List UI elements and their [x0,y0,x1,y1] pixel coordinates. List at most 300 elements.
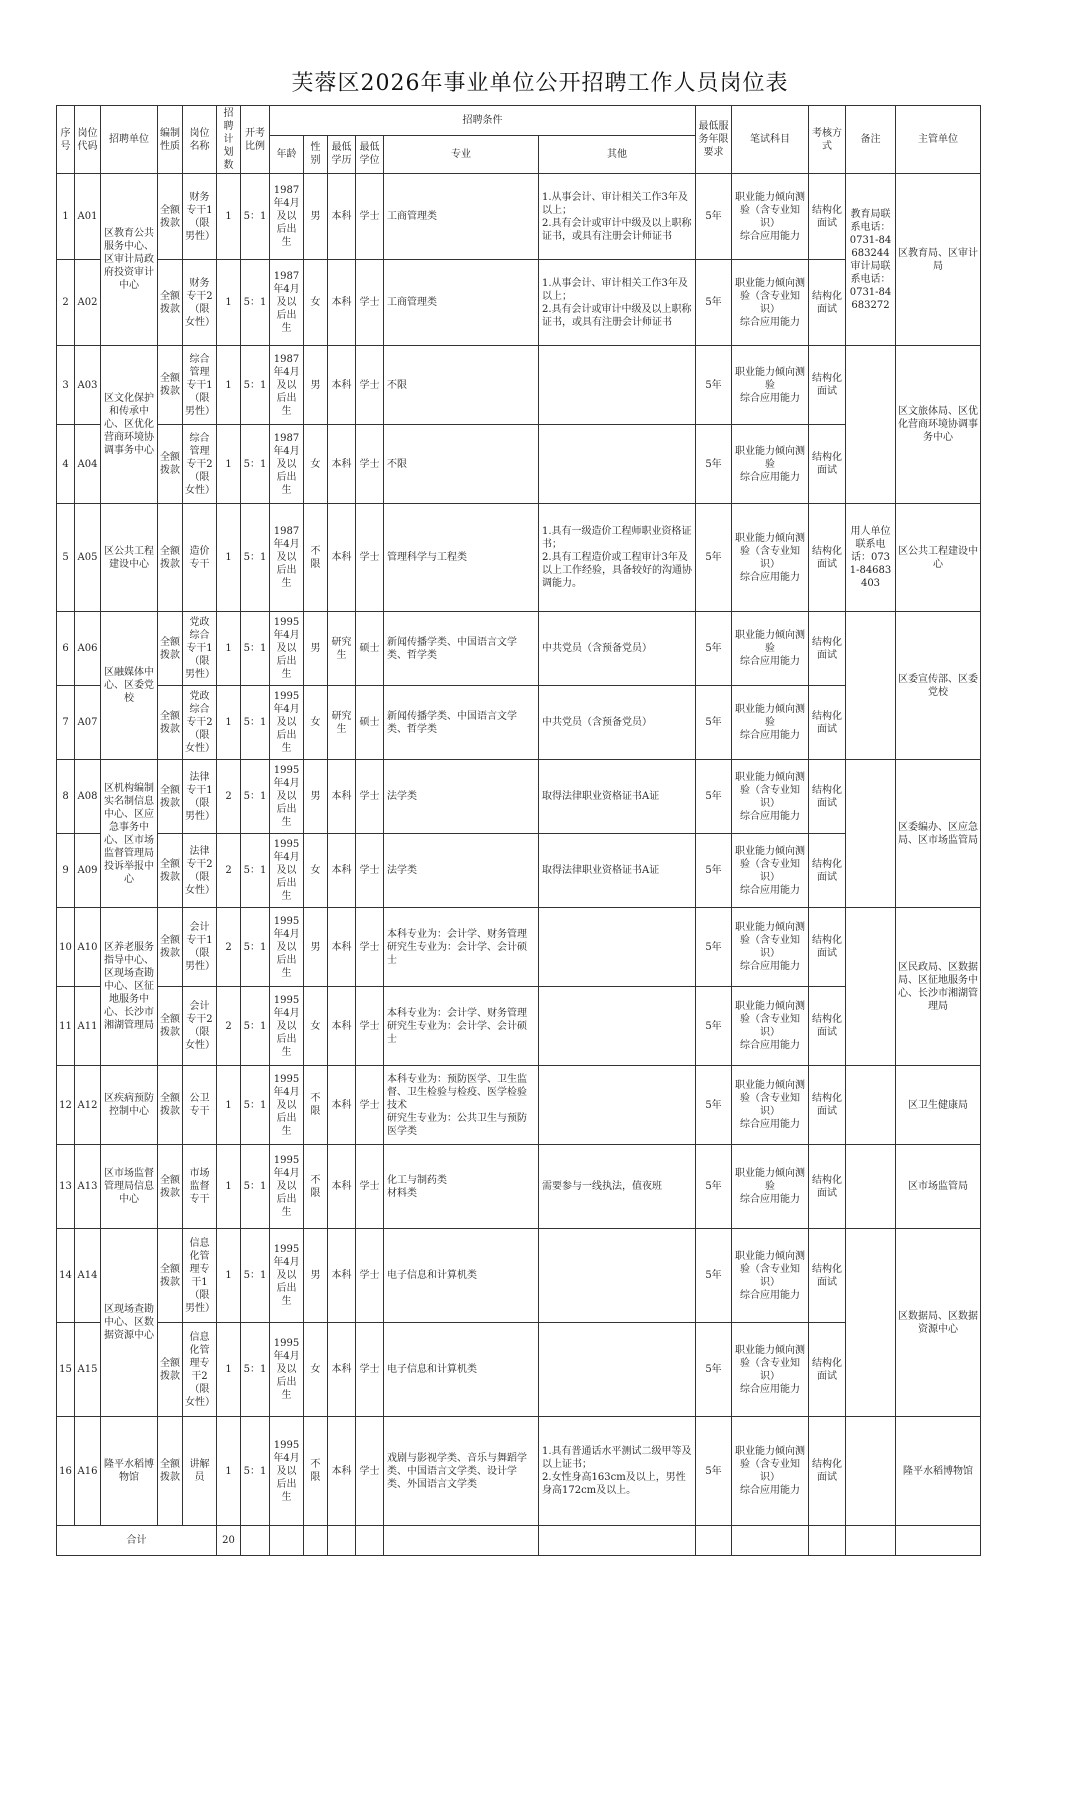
cell-service: 5年 [696,1229,732,1323]
cell-nature: 全额拨款 [158,987,183,1066]
cell-seq: 6 [57,612,75,686]
cell-plan: 1 [217,260,241,346]
cell-other: 取得法律职业资格证书A证 [539,834,696,908]
cell-seq: 14 [57,1229,75,1323]
cell-seq: 1 [57,174,75,260]
cell-exam: 职业能力倾向测验（含专业知识） 综合应用能力 [732,987,809,1066]
cell-edu: 本科 [328,834,356,908]
cell-plan: 1 [217,1323,241,1417]
cell-note [846,908,896,1066]
cell-gender: 女 [304,425,328,504]
cell-plan: 2 [217,908,241,987]
cell-note [846,1145,896,1229]
cell-plan: 1 [217,346,241,425]
cell-code: A05 [75,504,101,612]
cell-major: 不限 [384,346,539,425]
cell-gender: 不限 [304,1417,328,1526]
cell-major: 法学类 [384,760,539,834]
cell-service: 5年 [696,987,732,1066]
cell-edu: 研究生 [328,686,356,760]
cell-gender: 不限 [304,1145,328,1229]
cell-method: 结构化面试 [809,908,846,987]
cell-nature: 全额拨款 [158,346,183,425]
cell-unit: 区现场查勘中心、区数据资源中心 [101,1229,158,1417]
cell-seq: 16 [57,1417,75,1526]
cell-service: 5年 [696,504,732,612]
header-unit: 招聘单位 [101,106,158,174]
cell-seq: 11 [57,987,75,1066]
empty-cell [270,1526,304,1556]
cell-unit: 区机构编制实名制信息中心、区应急事务中心、区市场监督管理局投诉举报中心 [101,760,158,908]
table-row [57,425,981,504]
cell-note [846,1417,896,1526]
cell-edu: 本科 [328,1145,356,1229]
empty-cell [696,1526,732,1556]
cell-other: 中共党员（含预备党员） [539,612,696,686]
cell-service: 5年 [696,1323,732,1417]
cell-ratio: 5：1 [241,174,270,260]
cell-unit: 隆平水稻博物馆 [101,1417,158,1526]
header-degree: 最低学位 [356,135,384,173]
cell-gender: 男 [304,1229,328,1323]
cell-degree: 学士 [356,987,384,1066]
header-method: 考核方式 [809,106,846,174]
cell-service: 5年 [696,1417,732,1526]
cell-plan: 1 [217,425,241,504]
empty-cell [896,1526,981,1556]
cell-age: 1995年4月及以后出生 [270,1417,304,1526]
cell-code: A09 [75,834,101,908]
cell-gender: 女 [304,987,328,1066]
cell-other [539,346,696,425]
cell-edu: 本科 [328,987,356,1066]
cell-unit: 区融媒体中心、区委党校 [101,612,158,760]
cell-post: 财务专干2（限女性） [183,260,217,346]
cell-age: 1987年4月及以后出生 [270,425,304,504]
cell-gender: 不限 [304,504,328,612]
cell-plan: 2 [217,834,241,908]
header-conditions: 招聘条件 [270,106,696,136]
cell-other: 1.具有普通话水平测试二级甲等及以上证书； 2.女性身高163cm及以上，男性身高172cm及以上。 [539,1417,696,1526]
header-plan: 招聘计划数 [217,106,241,174]
cell-edu: 本科 [328,346,356,425]
cell-method: 结构化面试 [809,834,846,908]
cell-nature: 全额拨款 [158,1229,183,1323]
cell-post: 党政综合专干2（限女性） [183,686,217,760]
table-row [57,612,981,686]
cell-service: 5年 [696,908,732,987]
cell-plan: 1 [217,686,241,760]
cell-degree: 学士 [356,1229,384,1323]
cell-note: 用人单位联系电话：0731-84683403 [846,504,896,612]
cell-dept: 区民政局、区数据局、区征地服务中心、长沙市湘湖管理局 [896,908,981,1066]
cell-edu: 本科 [328,1417,356,1526]
cell-code: A13 [75,1145,101,1229]
cell-code: A07 [75,686,101,760]
cell-code: A06 [75,612,101,686]
cell-ratio: 5：1 [241,1323,270,1417]
cell-major: 戏剧与影视学类、音乐与舞蹈学类、中国语言文学类、设计学类、外国语言文学类 [384,1417,539,1526]
cell-code: A14 [75,1229,101,1323]
cell-method: 结构化面试 [809,1323,846,1417]
cell-nature: 全额拨款 [158,908,183,987]
cell-seq: 5 [57,504,75,612]
cell-note: 教育局联系电话：0731-84683244 审计局联系电话：0731-84683272 [846,174,896,346]
table-row [57,346,981,425]
cell-code: A01 [75,174,101,260]
cell-method: 结构化面试 [809,686,846,760]
cell-age: 1987年4月及以后出生 [270,260,304,346]
header-post: 岗位名称 [183,106,217,174]
cell-edu: 本科 [328,908,356,987]
table-row [57,834,981,908]
cell-ratio: 5：1 [241,834,270,908]
cell-method: 结构化面试 [809,760,846,834]
cell-post: 公卫专干 [183,1066,217,1145]
cell-major: 工商管理类 [384,260,539,346]
cell-gender: 女 [304,686,328,760]
cell-other [539,1229,696,1323]
cell-unit: 区教育公共服务中心、区审计局政府投资审计中心 [101,174,158,346]
cell-degree: 学士 [356,1145,384,1229]
table-row [57,504,981,612]
cell-post: 财务专干1（限男性） [183,174,217,260]
cell-age: 1995年4月及以后出生 [270,908,304,987]
cell-unit: 区公共工程建设中心 [101,504,158,612]
empty-cell [384,1526,539,1556]
cell-major: 电子信息和计算机类 [384,1229,539,1323]
cell-exam: 职业能力倾向测验 综合应用能力 [732,425,809,504]
cell-age: 1995年4月及以后出生 [270,834,304,908]
cell-exam: 职业能力倾向测验 综合应用能力 [732,686,809,760]
cell-other: 中共党员（含预备党员） [539,686,696,760]
header-note: 备注 [846,106,896,174]
cell-age: 1995年4月及以后出生 [270,1323,304,1417]
cell-degree: 学士 [356,346,384,425]
cell-exam: 职业能力倾向测验 综合应用能力 [732,612,809,686]
cell-post: 造价专干 [183,504,217,612]
cell-edu: 本科 [328,504,356,612]
cell-ratio: 5：1 [241,760,270,834]
cell-exam: 职业能力倾向测验（含专业知识） 综合应用能力 [732,834,809,908]
cell-age: 1987年4月及以后出生 [270,174,304,260]
cell-age: 1987年4月及以后出生 [270,346,304,425]
cell-method: 结构化面试 [809,987,846,1066]
cell-note [846,346,896,504]
cell-plan: 1 [217,1417,241,1526]
header-age: 年龄 [270,135,304,173]
cell-ratio: 5：1 [241,504,270,612]
cell-edu: 本科 [328,1323,356,1417]
table-row [57,1066,981,1145]
cell-dept: 区公共工程建设中心 [896,504,981,612]
cell-post: 信息化管理专干2（限女性） [183,1323,217,1417]
cell-plan: 2 [217,760,241,834]
cell-nature: 全额拨款 [158,504,183,612]
cell-dept: 区教育局、区审计局 [896,174,981,346]
cell-method: 结构化面试 [809,174,846,260]
cell-other: 1.从事会计、审计相关工作3年及以上； 2.具有会计或审计中级及以上职称证书，或具有注册会计师证书 [539,260,696,346]
cell-plan: 1 [217,1229,241,1323]
cell-age: 1995年4月及以后出生 [270,1229,304,1323]
cell-service: 5年 [696,1066,732,1145]
cell-age: 1995年4月及以后出生 [270,1145,304,1229]
cell-ratio: 5：1 [241,612,270,686]
cell-ratio: 5：1 [241,1066,270,1145]
cell-plan: 1 [217,504,241,612]
table-row [57,1229,981,1323]
empty-cell [732,1526,809,1556]
cell-major: 新闻传播学类、中国语言文学类、哲学类 [384,612,539,686]
cell-ratio: 5：1 [241,1417,270,1526]
cell-nature: 全额拨款 [158,425,183,504]
cell-gender: 男 [304,908,328,987]
cell-post: 法律专干1（限男性） [183,760,217,834]
cell-degree: 学士 [356,425,384,504]
cell-nature: 全额拨款 [158,760,183,834]
cell-gender: 女 [304,1323,328,1417]
empty-cell [539,1526,696,1556]
cell-code: A03 [75,346,101,425]
cell-method: 结构化面试 [809,612,846,686]
cell-major: 工商管理类 [384,174,539,260]
header-edu: 最低学历 [328,135,356,173]
recruitment-table [56,105,981,1556]
header-other: 其他 [539,135,696,173]
cell-age: 1987年4月及以后出生 [270,504,304,612]
cell-exam: 职业能力倾向测验（含专业知识） 综合应用能力 [732,760,809,834]
cell-degree: 学士 [356,1323,384,1417]
cell-dept: 区卫生健康局 [896,1066,981,1145]
cell-age: 1995年4月及以后出生 [270,612,304,686]
cell-plan: 1 [217,1145,241,1229]
cell-nature: 全额拨款 [158,174,183,260]
cell-seq: 4 [57,425,75,504]
cell-code: A16 [75,1417,101,1526]
cell-method: 结构化面试 [809,1145,846,1229]
cell-code: A04 [75,425,101,504]
cell-gender: 男 [304,174,328,260]
cell-service: 5年 [696,346,732,425]
cell-major: 新闻传播学类、中国语言文学类、哲学类 [384,686,539,760]
cell-gender: 女 [304,260,328,346]
table-row [57,1323,981,1417]
cell-seq: 10 [57,908,75,987]
cell-edu: 本科 [328,174,356,260]
cell-gender: 男 [304,346,328,425]
header-gender: 性别 [304,135,328,173]
page-title: 芙蓉区2026年事业单位公开招聘工作人员岗位表 [291,71,789,96]
cell-post: 讲解员 [183,1417,217,1526]
cell-post: 综合管理专干1（限男性） [183,346,217,425]
cell-degree: 学士 [356,908,384,987]
cell-exam: 职业能力倾向测验（含专业知识） 综合应用能力 [732,1323,809,1417]
cell-code: A10 [75,908,101,987]
cell-edu: 研究生 [328,612,356,686]
cell-code: A15 [75,1323,101,1417]
empty-cell [356,1526,384,1556]
cell-method: 结构化面试 [809,346,846,425]
cell-post: 会计专干1（限男性） [183,908,217,987]
empty-cell [241,1526,270,1556]
cell-other: 需要参与一线执法，值夜班 [539,1145,696,1229]
cell-dept: 区市场监管局 [896,1145,981,1229]
cell-dept: 区文旅体局、区优化营商环境协调事务中心 [896,346,981,504]
cell-code: A11 [75,987,101,1066]
cell-degree: 学士 [356,174,384,260]
cell-exam: 职业能力倾向测验（含专业知识） 综合应用能力 [732,260,809,346]
cell-degree: 学士 [356,504,384,612]
cell-edu: 本科 [328,1229,356,1323]
cell-plan: 1 [217,1066,241,1145]
cell-other [539,1066,696,1145]
cell-major: 化工与制药类 材料类 [384,1145,539,1229]
cell-degree: 学士 [356,1066,384,1145]
cell-edu: 本科 [328,260,356,346]
cell-note [846,1066,896,1145]
cell-nature: 全额拨款 [158,1323,183,1417]
cell-nature: 全额拨款 [158,1066,183,1145]
cell-post: 党政综合专干1（限男性） [183,612,217,686]
cell-dept: 区委编办、区应急局、区市场监管局 [896,760,981,908]
cell-exam: 职业能力倾向测验（含专业知识） 综合应用能力 [732,1066,809,1145]
cell-other: 1.从事会计、审计相关工作3年及以上； 2.具有会计或审计中级及以上职称证书，或具有注册会计师证书 [539,174,696,260]
cell-exam: 职业能力倾向测验 综合应用能力 [732,346,809,425]
cell-service: 5年 [696,1145,732,1229]
cell-degree: 硕士 [356,686,384,760]
cell-ratio: 5：1 [241,425,270,504]
cell-post: 法律专干2（限女性） [183,834,217,908]
cell-ratio: 5：1 [241,346,270,425]
cell-gender: 男 [304,612,328,686]
cell-plan: 2 [217,987,241,1066]
cell-other: 取得法律职业资格证书A证 [539,760,696,834]
table-row [57,760,981,834]
table-row [57,686,981,760]
cell-unit: 区疾病预防控制中心 [101,1066,158,1145]
cell-code: A08 [75,760,101,834]
cell-other [539,987,696,1066]
cell-nature: 全额拨款 [158,834,183,908]
cell-plan: 1 [217,174,241,260]
cell-exam: 职业能力倾向测验（含专业知识） 综合应用能力 [732,504,809,612]
cell-nature: 全额拨款 [158,260,183,346]
cell-service: 5年 [696,174,732,260]
cell-major: 电子信息和计算机类 [384,1323,539,1417]
cell-nature: 全额拨款 [158,686,183,760]
cell-seq: 15 [57,1323,75,1417]
cell-nature: 全额拨款 [158,1417,183,1526]
cell-degree: 硕士 [356,612,384,686]
cell-exam: 职业能力倾向测验（含专业知识） 综合应用能力 [732,908,809,987]
cell-major: 本科专业为：会计学、财务管理 研究生专业为：会计学、会计硕士 [384,987,539,1066]
cell-age: 1995年4月及以后出生 [270,987,304,1066]
empty-cell [328,1526,356,1556]
cell-ratio: 5：1 [241,987,270,1066]
cell-seq: 13 [57,1145,75,1229]
cell-major: 本科专业为：预防医学、卫生监督、卫生检验与检疫、医学检验技术 研究生专业为：公共卫生与预防医学类 [384,1066,539,1145]
cell-method: 结构化面试 [809,425,846,504]
cell-service: 5年 [696,612,732,686]
empty-cell [809,1526,846,1556]
cell-other: 1.具有一级造价工程师职业资格证书； 2.具有工程造价或工程审计3年及以上工作经验，具备较好的沟通协调能力。 [539,504,696,612]
cell-edu: 本科 [328,425,356,504]
header-nature: 编制性质 [158,106,183,174]
cell-ratio: 5：1 [241,908,270,987]
cell-ratio: 5：1 [241,1145,270,1229]
cell-service: 5年 [696,260,732,346]
cell-dept: 隆平水稻博物馆 [896,1417,981,1526]
cell-seq: 8 [57,760,75,834]
cell-major: 不限 [384,425,539,504]
cell-ratio: 5：1 [241,260,270,346]
header-service: 最低服务年限要求 [696,106,732,174]
cell-exam: 职业能力倾向测验（含专业知识） 综合应用能力 [732,1229,809,1323]
total-row [57,1526,981,1556]
cell-edu: 本科 [328,760,356,834]
cell-age: 1995年4月及以后出生 [270,686,304,760]
header-major: 专业 [384,135,539,173]
cell-major: 本科专业为：会计学、财务管理 研究生专业为：会计学、会计硕士 [384,908,539,987]
cell-other [539,1323,696,1417]
empty-cell [304,1526,328,1556]
cell-degree: 学士 [356,760,384,834]
header-exam: 笔试科目 [732,106,809,174]
cell-seq: 2 [57,260,75,346]
cell-exam: 职业能力倾向测验 综合应用能力 [732,1145,809,1229]
cell-degree: 学士 [356,834,384,908]
cell-unit: 区文化保护和传承中心、区优化营商环境协调事务中心 [101,346,158,504]
cell-code: A02 [75,260,101,346]
cell-ratio: 5：1 [241,1229,270,1323]
cell-plan: 1 [217,612,241,686]
cell-note [846,1229,896,1417]
cell-other [539,425,696,504]
cell-post: 综合管理专干2（限女性） [183,425,217,504]
cell-edu: 本科 [328,1066,356,1145]
cell-method: 结构化面试 [809,1417,846,1526]
header-code: 岗位代码 [75,106,101,174]
table-row [57,260,981,346]
cell-method: 结构化面试 [809,260,846,346]
cell-dept: 区数据局、区数据资源中心 [896,1229,981,1417]
table-row [57,1417,981,1526]
cell-major: 管理科学与工程类 [384,504,539,612]
header-dept: 主管单位 [896,106,981,174]
cell-seq: 9 [57,834,75,908]
cell-seq: 7 [57,686,75,760]
cell-method: 结构化面试 [809,504,846,612]
cell-major: 法学类 [384,834,539,908]
cell-unit: 区市场监督管理局信息中心 [101,1145,158,1229]
table-row [57,987,981,1066]
empty-cell [846,1526,896,1556]
cell-ratio: 5：1 [241,686,270,760]
cell-post: 信息化管理专干1（限男性） [183,1229,217,1323]
cell-other [539,908,696,987]
header-seq: 序号 [57,106,75,174]
cell-gender: 不限 [304,1066,328,1145]
cell-service: 5年 [696,425,732,504]
cell-post: 市场监督专干 [183,1145,217,1229]
cell-seq: 12 [57,1066,75,1145]
cell-note [846,612,896,760]
cell-degree: 学士 [356,1417,384,1526]
cell-method: 结构化面试 [809,1066,846,1145]
table-row [57,174,981,260]
cell-gender: 女 [304,834,328,908]
cell-gender: 男 [304,760,328,834]
